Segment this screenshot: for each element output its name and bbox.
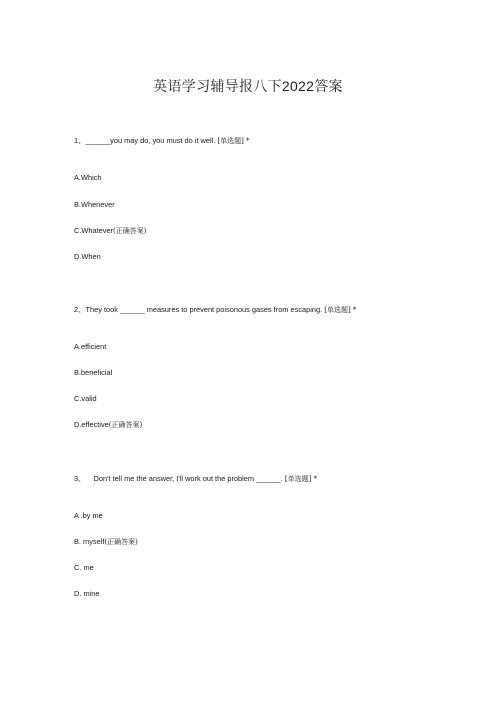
option-text: A.Which	[74, 173, 102, 182]
option-3d	[74, 589, 99, 599]
option-text: C.valid	[74, 394, 97, 403]
option-2c	[74, 394, 97, 404]
document-title: 英语学习辅导报八下2022答案	[153, 78, 343, 94]
option-text: D. mine	[74, 589, 100, 598]
correct-answer-note: (正确答案)	[113, 227, 147, 235]
option-text: A .by me	[74, 511, 103, 520]
option-1b	[74, 200, 115, 210]
option-2d	[74, 420, 142, 430]
question-stem: They took ______ measures to prevent poisonous gases from escaping.	[85, 305, 323, 314]
required-mark: *	[313, 475, 317, 483]
question-stem: ______you may do, you must do it well.	[85, 136, 216, 145]
option-1c	[74, 226, 147, 236]
option-text: B.Whenever	[74, 200, 115, 209]
option-1a	[74, 173, 102, 183]
option-text: A.efficient	[74, 342, 107, 351]
option-text: B. myself	[74, 537, 105, 546]
option-3b	[74, 537, 138, 547]
question-number: 2、	[74, 305, 86, 314]
option-text: C. me	[74, 563, 94, 572]
required-mark: *	[245, 137, 250, 145]
option-2b	[74, 368, 112, 378]
question-type-tag: [单选题]	[284, 475, 312, 483]
option-3a	[74, 511, 103, 521]
question-stem: Don't tell me the answer, I'll work out the problem ______.	[93, 474, 283, 483]
correct-answer-note: (正确答案)	[104, 538, 138, 546]
question-number: 1、	[74, 136, 86, 145]
question-number: 3、	[74, 474, 86, 483]
question-type-tag: [单选题]	[324, 306, 351, 314]
option-text: D.effective	[74, 420, 109, 429]
option-text: B.beneficial	[74, 368, 113, 377]
option-2a	[74, 342, 106, 352]
option-3c	[74, 563, 94, 573]
question-2	[74, 305, 356, 315]
correct-answer-note: (正确答案)	[108, 421, 143, 429]
option-text: D.When	[74, 252, 101, 261]
option-text: C.Whatever	[74, 226, 114, 235]
question-1	[74, 136, 249, 146]
question-type-tag: [单选题]	[217, 137, 244, 145]
question-3	[74, 474, 317, 484]
required-mark: *	[352, 306, 357, 314]
option-1d	[74, 252, 101, 262]
